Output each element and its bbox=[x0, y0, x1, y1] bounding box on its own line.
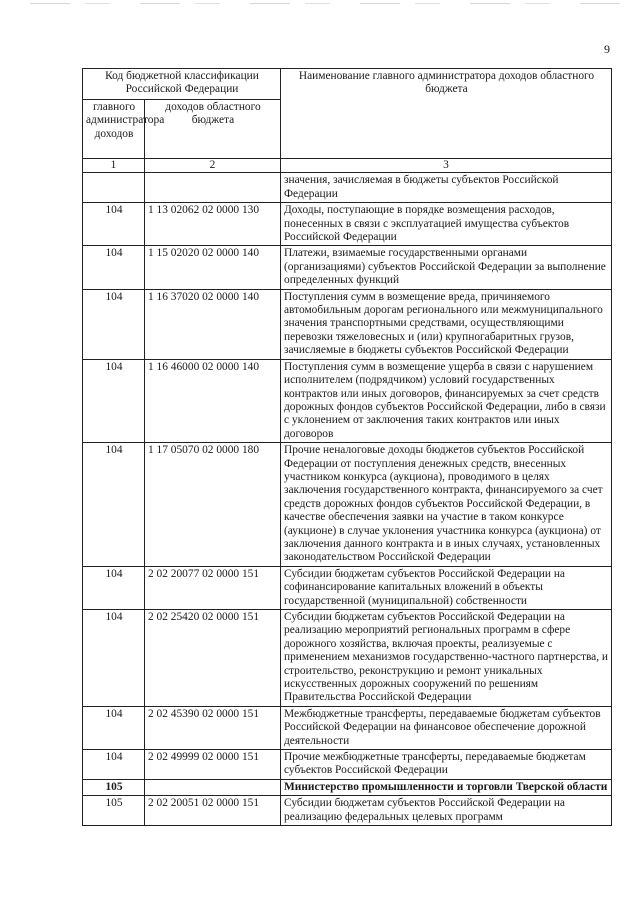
administrator-code-cell: 105 bbox=[83, 796, 145, 826]
income-code-cell: 1 13 02062 02 0000 130 bbox=[145, 203, 281, 246]
table-row bbox=[83, 289, 612, 359]
description-cell: Поступления сумм в возмещение ущерба в связи с нарушением исполнителем (подрядчиком) условий государственных контрактов или иных договоров, финансируемых за счет средств дорожных фондов субъектов Российской Федерации, либо в связи с уклонением от заключения таких контрактов или иных договоров bbox=[281, 359, 612, 442]
header-main-administrator: главного администратора доходов bbox=[83, 100, 145, 159]
table-row bbox=[83, 359, 612, 442]
administrator-code-cell: 104 bbox=[83, 566, 145, 609]
column-number: 1 bbox=[83, 159, 145, 173]
administrator-code-cell: 104 bbox=[83, 750, 145, 780]
header-regional-income: доходов областного бюджета bbox=[145, 100, 281, 159]
administrator-code-cell: 104 bbox=[83, 289, 145, 359]
budget-classification-table bbox=[82, 68, 612, 826]
column-number: 3 bbox=[281, 159, 612, 173]
description-cell: Прочие неналоговые доходы бюджетов субъектов Российской Федерации от поступления денежных средств, внесенных участником конкурса (аукциона), проводимого в целях заключения государственного контракта, финансируемого за счет средств дорожных фондов субъектов Российской Федерации, в качестве обеспечения заявки на участие в таком конкурсе (аукционе) в случае уклонения участника конкурса (аукциона) от заключения данного контракта и в иных случаях, установленных законодательством Российской Федерации bbox=[281, 443, 612, 567]
table-row bbox=[83, 706, 612, 749]
income-code-cell: 1 16 46000 02 0000 140 bbox=[145, 359, 281, 442]
description-cell: значения, зачисляемая в бюджеты субъектов Российской Федерации bbox=[281, 173, 612, 203]
administrator-code-cell: 104 bbox=[83, 706, 145, 749]
income-code-cell: 2 02 20051 02 0000 151 bbox=[145, 796, 281, 826]
table-body bbox=[83, 173, 612, 826]
table-row bbox=[83, 796, 612, 826]
table-row bbox=[83, 246, 612, 289]
table-row bbox=[83, 566, 612, 609]
description-cell: Платежи, взимаемые государственными органами (организациями) субъектов Российской Федерации за выполнение определенных функций bbox=[281, 246, 612, 289]
table-row bbox=[83, 610, 612, 707]
administrator-code-cell: 104 bbox=[83, 246, 145, 289]
header-row-group bbox=[83, 69, 612, 100]
header-budget-classification-code: Код бюджетной классификации Российской Федерации bbox=[83, 69, 281, 100]
income-code-cell bbox=[145, 779, 281, 795]
column-number-row bbox=[83, 159, 612, 173]
table-row bbox=[83, 750, 612, 780]
table-row bbox=[83, 779, 612, 795]
income-code-cell: 1 15 02020 02 0000 140 bbox=[145, 246, 281, 289]
administrator-code-cell: 105 bbox=[83, 779, 145, 795]
administrator-code-cell: 104 bbox=[83, 203, 145, 246]
income-code-cell: 2 02 20077 02 0000 151 bbox=[145, 566, 281, 609]
page-number: 9 bbox=[604, 42, 610, 56]
income-code-cell: 1 16 37020 02 0000 140 bbox=[145, 289, 281, 359]
income-code-cell: 2 02 45390 02 0000 151 bbox=[145, 706, 281, 749]
scan-artifact-line bbox=[30, 3, 620, 4]
income-code-cell: 1 17 05070 02 0000 180 bbox=[145, 443, 281, 567]
table-row bbox=[83, 203, 612, 246]
description-cell: Поступления сумм в возмещение вреда, причиняемого автомобильным дорогам регионального или межмуниципального значения транспортными средствами, осуществляющими перевозки тяжеловесных и (или) крупногабаритных грузов, зачисляемые в бюджеты субъектов Российской Федерации bbox=[281, 289, 612, 359]
description-cell: Субсидии бюджетам субъектов Российской Федерации на реализацию мероприятий региональных программ в сфере дорожного хозяйства, включая проекты, реализуемые с применением механизмов государственно-частного партнерства, и строительство, реконструкцию и ремонт уникальных искусственных дорожных сооружений по решениям Правительства Российской Федерации bbox=[281, 610, 612, 707]
income-code-cell: 2 02 25420 02 0000 151 bbox=[145, 610, 281, 707]
column-number: 2 bbox=[145, 159, 281, 173]
administrator-code-cell: 104 bbox=[83, 359, 145, 442]
description-cell: Субсидии бюджетам субъектов Российской Федерации на софинансирование капитальных вложений в объекты государственной (муниципальной) собственности bbox=[281, 566, 612, 609]
income-code-cell: 2 02 49999 02 0000 151 bbox=[145, 750, 281, 780]
table-row bbox=[83, 443, 612, 567]
description-cell: Доходы, поступающие в порядке возмещения расходов, понесенных в связи с эксплуатацией имущества субъектов Российской Федерации bbox=[281, 203, 612, 246]
description-cell: Субсидии бюджетам субъектов Российской Федерации на реализацию федеральных целевых программ bbox=[281, 796, 612, 826]
administrator-code-cell bbox=[83, 173, 145, 203]
table-row bbox=[83, 173, 612, 203]
description-cell: Министерство промышленности и торговли Тверской области bbox=[281, 779, 612, 795]
description-cell: Межбюджетные трансферты, передаваемые бюджетам субъектов Российской Федерации на финансовое обеспечение дорожной деятельности bbox=[281, 706, 612, 749]
administrator-code-cell: 104 bbox=[83, 443, 145, 567]
description-cell: Прочие межбюджетные трансферты, передаваемые бюджетам субъектов Российской Федерации bbox=[281, 750, 612, 780]
header-administrator-name: Наименование главного администратора доходов областного бюджета bbox=[281, 69, 612, 159]
income-code-cell bbox=[145, 173, 281, 203]
administrator-code-cell: 104 bbox=[83, 610, 145, 707]
